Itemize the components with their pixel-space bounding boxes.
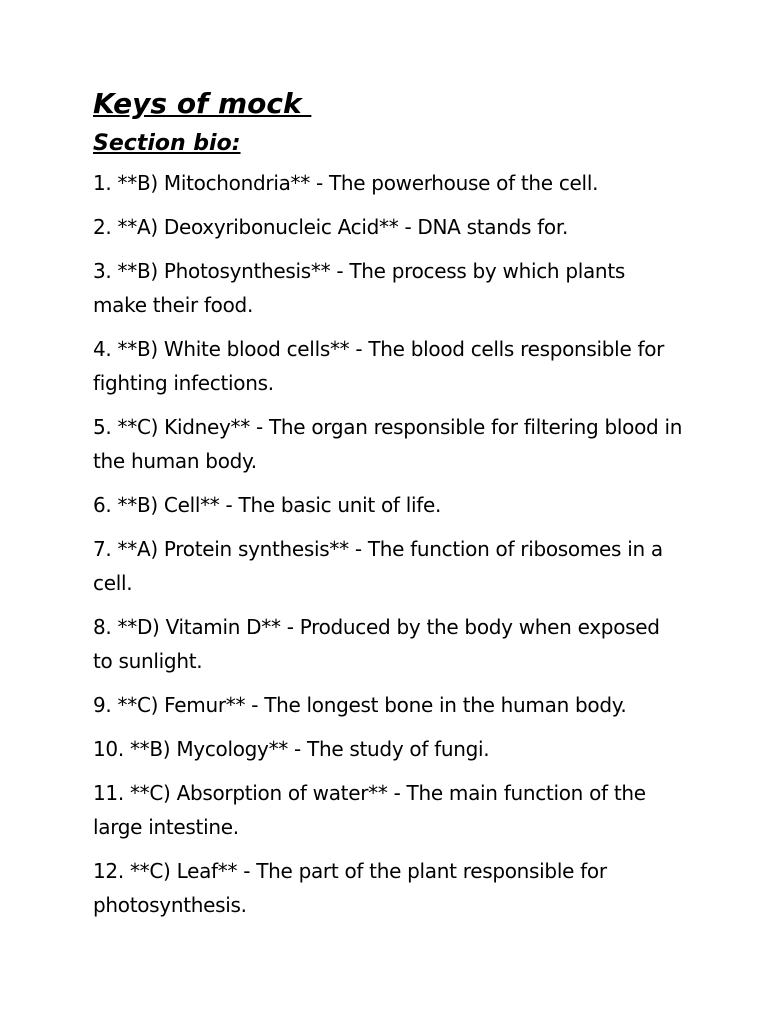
- answer-item: 3. **B) Photosynthesis** - The process by which plants make their food.: [93, 259, 625, 317]
- answer-item: 10. **B) Mycology** - The study of fungi.: [93, 737, 490, 761]
- answer-item: 5. **C) Kidney** - The organ responsible for filtering blood in the human body.: [93, 415, 683, 473]
- answer-item: 7. **A) Protein synthesis** - The function of ribosomes in a cell.: [93, 537, 663, 595]
- answer-item: 8. **D) Vitamin D** - Produced by the body when exposed to sunlight.: [93, 615, 660, 673]
- answer-item: 6. **B) Cell** - The basic unit of life.: [93, 493, 442, 517]
- answer-item: 4. **B) White blood cells** - The blood cells responsible for fighting infections.: [93, 337, 665, 395]
- answer-item: 9. **C) Femur** - The longest bone in the human body.: [93, 693, 627, 717]
- section-heading: Section bio:: [93, 131, 241, 156]
- document-page: [93, 84, 683, 932]
- answer-item: 2. **A) Deoxyribonucleic Acid** - DNA stands for.: [93, 215, 569, 239]
- answer-item: 11. **C) Absorption of water** - The main function of the large intestine.: [93, 781, 646, 839]
- answer-item: 1. **B) Mitochondria** - The powerhouse of the cell.: [93, 171, 599, 195]
- answer-list: [93, 166, 683, 922]
- document-title: Keys of mock: [93, 87, 312, 120]
- answer-item: 12. **C) Leaf** - The part of the plant responsible for photosynthesis.: [93, 859, 607, 917]
